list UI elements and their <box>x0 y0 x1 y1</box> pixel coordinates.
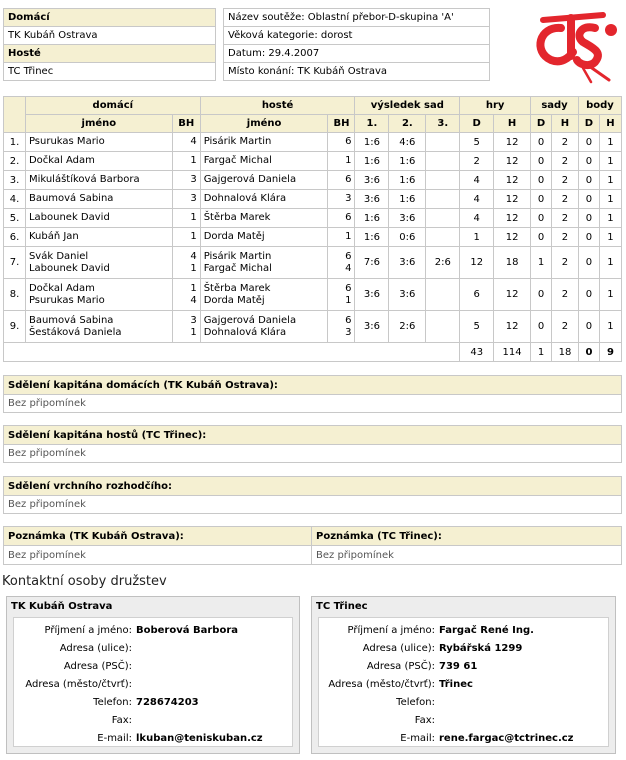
set2-score: 1:6 <box>389 152 426 171</box>
set3-score <box>426 171 460 190</box>
points-home: 0 <box>578 209 599 228</box>
set3-score <box>426 311 460 343</box>
guest-team: TC Třinec <box>4 63 216 81</box>
guest-contact-rows <box>318 617 609 747</box>
guest-bh-line: 6 <box>345 136 352 147</box>
sets-home: 0 <box>531 209 552 228</box>
home-player-line: Baumová Sabina <box>28 314 114 326</box>
set1-score: 1:6 <box>355 133 389 152</box>
home-player <box>25 133 172 152</box>
totals-row <box>4 343 622 362</box>
points-guest-header: H <box>599 115 621 133</box>
contact-row <box>14 694 292 712</box>
points-guest: 1 <box>599 133 621 152</box>
sets-home: 1 <box>531 247 552 279</box>
home-bh-line: 1 <box>190 262 197 274</box>
games-guest: 12 <box>494 228 531 247</box>
set3-score: 2:6 <box>426 247 460 279</box>
match-venue: Místo konání: TK Kubáň Ostrava <box>224 63 490 81</box>
set2-header: 2. <box>389 115 426 133</box>
set1-score: 1:6 <box>355 152 389 171</box>
games-guest: 18 <box>494 247 531 279</box>
set1-score: 1:6 <box>355 209 389 228</box>
teams-info <box>3 8 216 81</box>
home-bh-line: 3 <box>190 193 197 204</box>
guest-bh-line: 6 <box>345 314 352 326</box>
contact-row <box>319 658 608 676</box>
row-number: 7. <box>4 247 26 279</box>
games-home: 4 <box>460 171 494 190</box>
guest-bh-line: 1 <box>345 294 352 306</box>
guest-player <box>200 190 328 209</box>
row-number: 8. <box>4 279 26 311</box>
home-group-header: domácí <box>25 97 200 115</box>
points-home: 0 <box>578 133 599 152</box>
guest-bh <box>328 190 355 209</box>
competition-name: Název soutěže: Oblastní přebor-D-skupina 'A' <box>224 9 490 27</box>
contact-value: Boberová Barbora <box>136 625 238 636</box>
sets-guest: 2 <box>552 247 579 279</box>
home-bh-header: BH <box>172 115 200 133</box>
home-player-line: Šestáková Daniela <box>28 326 122 338</box>
contact-label: Adresa (PSČ): <box>63 661 132 672</box>
results-table <box>3 96 622 362</box>
sets-home-header: D <box>531 115 552 133</box>
home-player-line: Svák Daniel <box>28 250 89 262</box>
guest-bh <box>328 209 355 228</box>
row-number: 5. <box>4 209 26 228</box>
guest-label: Hosté <box>4 45 216 63</box>
notes-table <box>3 526 622 565</box>
guest-player-line: Pisárik Martin <box>203 250 272 262</box>
points-home: 0 <box>578 247 599 279</box>
guest-player <box>200 209 328 228</box>
row-number: 2. <box>4 152 26 171</box>
total-points-guest: 9 <box>599 343 621 362</box>
guest-bh <box>328 279 355 311</box>
guest-player-line: Fargač Michal <box>203 262 272 274</box>
games-guest: 12 <box>494 311 531 343</box>
points-guest: 1 <box>599 247 621 279</box>
guest-player <box>200 152 328 171</box>
score-group-header: výsledek sad <box>355 97 460 115</box>
sets-home: 0 <box>531 133 552 152</box>
contact-label: Adresa (PSČ): <box>366 661 435 672</box>
contact-row <box>14 712 292 730</box>
set2-score: 1:6 <box>389 190 426 209</box>
sets-guest: 2 <box>552 152 579 171</box>
home-player <box>25 190 172 209</box>
games-home: 4 <box>460 190 494 209</box>
contact-value: rene.fargac@tctrinec.cz <box>439 733 574 744</box>
home-bh-line: 1 <box>190 231 197 242</box>
home-bh <box>172 311 200 343</box>
guest-player-line: Štěrba Marek <box>203 282 271 294</box>
home-name-header: jméno <box>25 115 172 133</box>
home-note-title: Poznámka (TK Kubáň Ostrava): <box>4 527 312 546</box>
set1-score: 1:6 <box>355 228 389 247</box>
home-player <box>25 228 172 247</box>
games-guest: 12 <box>494 133 531 152</box>
contact-row <box>319 712 608 730</box>
points-home: 0 <box>578 190 599 209</box>
contact-value: Fargač René Ing. <box>439 625 534 636</box>
contact-row <box>319 622 608 640</box>
result-row <box>4 190 622 209</box>
result-row <box>4 279 622 311</box>
set3-score <box>426 133 460 152</box>
contact-label: Telefon: <box>93 697 132 708</box>
contact-row <box>14 622 292 640</box>
home-contact-rows <box>13 617 293 747</box>
home-bh-line: 4 <box>190 250 197 262</box>
home-player <box>25 209 172 228</box>
guest-player-line: Pisárik Martin <box>203 136 272 147</box>
home-player <box>25 247 172 279</box>
guest-bh-header: BH <box>328 115 355 133</box>
home-player-line: Kubáň Jan <box>28 231 79 242</box>
set2-score: 0:6 <box>389 228 426 247</box>
home-bh <box>172 171 200 190</box>
contact-label: Adresa (město/čtvrť): <box>25 679 132 690</box>
set1-score: 7:6 <box>355 247 389 279</box>
games-home-header: D <box>460 115 494 133</box>
guest-bh <box>328 228 355 247</box>
home-bh <box>172 152 200 171</box>
home-bh-line: 1 <box>190 155 197 166</box>
home-label: Domácí <box>4 9 216 27</box>
home-player-line: Mikuláštíková Barbora <box>28 174 140 185</box>
result-rows <box>4 133 622 343</box>
guest-captain-message-value: Bez připomínek <box>3 445 622 463</box>
set1-score: 3:6 <box>355 311 389 343</box>
guest-bh-line: 6 <box>345 282 352 294</box>
total-games-guest: 114 <box>494 343 531 362</box>
total-points-home: 0 <box>578 343 599 362</box>
sets-home: 0 <box>531 190 552 209</box>
set1-score: 3:6 <box>355 190 389 209</box>
sets-home: 0 <box>531 171 552 190</box>
contact-row <box>319 640 608 658</box>
points-home: 0 <box>578 171 599 190</box>
guest-name-header: jméno <box>200 115 328 133</box>
set3-score <box>426 152 460 171</box>
total-games-home: 43 <box>460 343 494 362</box>
home-captain-message-value: Bez připomínek <box>3 395 622 413</box>
tc-trinec-logo-icon <box>531 6 621 84</box>
home-captain-message <box>3 375 622 413</box>
result-row <box>4 152 622 171</box>
referee-message <box>3 476 622 514</box>
set3-score <box>426 279 460 311</box>
home-bh <box>172 279 200 311</box>
contact-row <box>14 730 292 748</box>
total-sets-home: 1 <box>531 343 552 362</box>
set2-score: 1:6 <box>389 171 426 190</box>
home-bh <box>172 247 200 279</box>
sets-guest: 2 <box>552 311 579 343</box>
contact-value: Rybářská 1299 <box>439 643 523 654</box>
sets-guest: 2 <box>552 279 579 311</box>
contact-row <box>14 676 292 694</box>
games-home: 12 <box>460 247 494 279</box>
contact-label: Příjmení a jméno: <box>347 625 435 636</box>
games-guest: 12 <box>494 279 531 311</box>
contact-value: 739 61 <box>439 661 478 672</box>
match-date: Datum: 29.4.2007 <box>224 45 490 63</box>
guest-bh <box>328 152 355 171</box>
contact-label: Adresa (ulice): <box>59 643 132 654</box>
contact-row <box>14 658 292 676</box>
guest-bh <box>328 133 355 152</box>
games-guest-header: H <box>494 115 531 133</box>
contact-label: Adresa (ulice): <box>362 643 435 654</box>
sets-home: 0 <box>531 152 552 171</box>
set1-header: 1. <box>355 115 389 133</box>
guest-group-header: hosté <box>200 97 355 115</box>
guest-player <box>200 279 328 311</box>
guest-captain-message <box>3 425 622 463</box>
guest-bh-line: 6 <box>345 212 352 223</box>
contact-row <box>14 640 292 658</box>
guest-bh <box>328 247 355 279</box>
result-row <box>4 133 622 152</box>
guest-contact-team: TC Třinec <box>316 601 368 612</box>
row-number: 3. <box>4 171 26 190</box>
set3-header: 3. <box>426 115 460 133</box>
guest-bh-line: 3 <box>345 193 352 204</box>
sets-home: 0 <box>531 279 552 311</box>
games-home: 4 <box>460 209 494 228</box>
sets-guest: 2 <box>552 171 579 190</box>
home-bh-line: 1 <box>190 326 197 338</box>
points-home: 0 <box>578 311 599 343</box>
set1-score: 3:6 <box>355 279 389 311</box>
age-category: Věková kategorie: dorost <box>224 27 490 45</box>
games-guest: 12 <box>494 171 531 190</box>
sets-guest: 2 <box>552 209 579 228</box>
contact-value: Třinec <box>439 679 473 690</box>
result-row <box>4 209 622 228</box>
guest-player-line: Gajgerová Daniela <box>203 314 297 326</box>
home-bh <box>172 209 200 228</box>
points-guest: 1 <box>599 190 621 209</box>
games-home: 5 <box>460 311 494 343</box>
guest-bh-line: 6 <box>345 174 352 185</box>
set2-score: 3:6 <box>389 247 426 279</box>
guest-player <box>200 133 328 152</box>
guest-player <box>200 247 328 279</box>
contact-label: Adresa (město/čtvrť): <box>328 679 435 690</box>
home-team: TK Kubáň Ostrava <box>4 27 216 45</box>
home-player-line: Baumová Sabina <box>28 193 114 204</box>
contact-label: Fax: <box>414 715 435 726</box>
points-home: 0 <box>578 228 599 247</box>
guest-player <box>200 228 328 247</box>
row-number: 4. <box>4 190 26 209</box>
sets-guest: 2 <box>552 190 579 209</box>
set2-score: 3:6 <box>389 279 426 311</box>
home-player <box>25 152 172 171</box>
home-note-value: Bez připomínek <box>4 546 312 565</box>
guest-bh-line: 3 <box>345 326 352 338</box>
points-group-header: body <box>578 97 621 115</box>
guest-player-line: Dohnalová Klára <box>203 326 287 338</box>
contact-label: E-mail: <box>400 733 435 744</box>
home-player-line: Dočkal Adam <box>28 282 95 294</box>
guest-contact-box <box>311 596 616 754</box>
guest-captain-message-title: Sdělení kapitána hostů (TC Třinec): <box>3 425 622 445</box>
sets-home: 0 <box>531 311 552 343</box>
home-player-line: Psurukas Mario <box>28 294 105 306</box>
result-row <box>4 247 622 279</box>
result-row <box>4 228 622 247</box>
home-bh <box>172 133 200 152</box>
home-bh <box>172 190 200 209</box>
set2-score: 3:6 <box>389 209 426 228</box>
home-player-line: Labounek David <box>28 212 110 223</box>
guest-player-line: Dohnalová Klára <box>203 193 287 204</box>
guest-player-line: Gajgerová Daniela <box>203 174 297 185</box>
contact-value: lkuban@teniskuban.cz <box>136 733 263 744</box>
games-guest: 12 <box>494 190 531 209</box>
games-guest: 12 <box>494 209 531 228</box>
row-number: 1. <box>4 133 26 152</box>
contact-label: Příjmení a jméno: <box>44 625 132 636</box>
games-home: 5 <box>460 133 494 152</box>
home-bh-line: 4 <box>190 136 197 147</box>
home-player-line: Psurukas Mario <box>28 136 105 147</box>
guest-bh-line: 6 <box>345 250 352 262</box>
home-bh-line: 4 <box>190 294 197 306</box>
match-info <box>223 8 490 81</box>
set3-score <box>426 209 460 228</box>
home-captain-message-title: Sdělení kapitána domácích (TK Kubáň Ostrava): <box>3 375 622 395</box>
home-bh-line: 3 <box>190 174 197 185</box>
points-home: 0 <box>578 152 599 171</box>
home-player <box>25 311 172 343</box>
home-player-line: Dočkal Adam <box>28 155 95 166</box>
games-home: 1 <box>460 228 494 247</box>
contact-label: Telefon: <box>396 697 435 708</box>
home-player <box>25 171 172 190</box>
games-home: 2 <box>460 152 494 171</box>
row-number: 6. <box>4 228 26 247</box>
home-bh-line: 3 <box>190 314 197 326</box>
contact-value: 728674203 <box>136 697 199 708</box>
sets-guest: 2 <box>552 133 579 152</box>
guest-bh <box>328 171 355 190</box>
points-guest: 1 <box>599 311 621 343</box>
contact-label: E-mail: <box>97 733 132 744</box>
guest-player-line: Dorda Matěj <box>203 231 265 242</box>
points-guest: 1 <box>599 209 621 228</box>
home-bh-line: 1 <box>190 282 197 294</box>
guest-bh <box>328 311 355 343</box>
sets-home: 0 <box>531 228 552 247</box>
contact-row <box>319 676 608 694</box>
sets-group-header: sady <box>531 97 579 115</box>
guest-player <box>200 171 328 190</box>
sets-guest-header: H <box>552 115 579 133</box>
points-guest: 1 <box>599 228 621 247</box>
points-guest: 1 <box>599 171 621 190</box>
row-number-header <box>4 97 26 133</box>
points-home: 0 <box>578 279 599 311</box>
set2-score: 4:6 <box>389 133 426 152</box>
points-guest: 1 <box>599 152 621 171</box>
contact-row <box>319 730 608 748</box>
referee-message-value: Bez připomínek <box>3 496 622 514</box>
games-group-header: hry <box>460 97 531 115</box>
row-number: 9. <box>4 311 26 343</box>
guest-player <box>200 311 328 343</box>
guest-player-line: Fargač Michal <box>203 155 272 166</box>
home-contact-box <box>6 596 300 754</box>
set2-score: 2:6 <box>389 311 426 343</box>
contact-row <box>319 694 608 712</box>
guest-note-title: Poznámka (TC Třinec): <box>312 527 622 546</box>
set3-score <box>426 190 460 209</box>
guest-bh-line: 1 <box>345 155 352 166</box>
contact-label: Fax: <box>111 715 132 726</box>
set3-score <box>426 228 460 247</box>
contacts-title: Kontaktní osoby družstev <box>2 574 167 589</box>
guest-note-value: Bez připomínek <box>312 546 622 565</box>
home-bh <box>172 228 200 247</box>
points-home-header: D <box>578 115 599 133</box>
guest-player-line: Dorda Matěj <box>203 294 265 306</box>
guest-bh-line: 4 <box>345 262 352 274</box>
home-player <box>25 279 172 311</box>
home-player-line: Labounek David <box>28 262 110 274</box>
games-home: 6 <box>460 279 494 311</box>
totals-spacer <box>4 343 460 362</box>
total-sets-guest: 18 <box>552 343 579 362</box>
home-bh-line: 1 <box>190 212 197 223</box>
guest-bh-line: 1 <box>345 231 352 242</box>
games-guest: 12 <box>494 152 531 171</box>
home-contact-team: TK Kubáň Ostrava <box>11 601 113 612</box>
result-row <box>4 311 622 343</box>
points-guest: 1 <box>599 279 621 311</box>
result-row <box>4 171 622 190</box>
set1-score: 3:6 <box>355 171 389 190</box>
referee-message-title: Sdělení vrchního rozhodčího: <box>3 476 622 496</box>
sets-guest: 2 <box>552 228 579 247</box>
guest-player-line: Štěrba Marek <box>203 212 271 223</box>
